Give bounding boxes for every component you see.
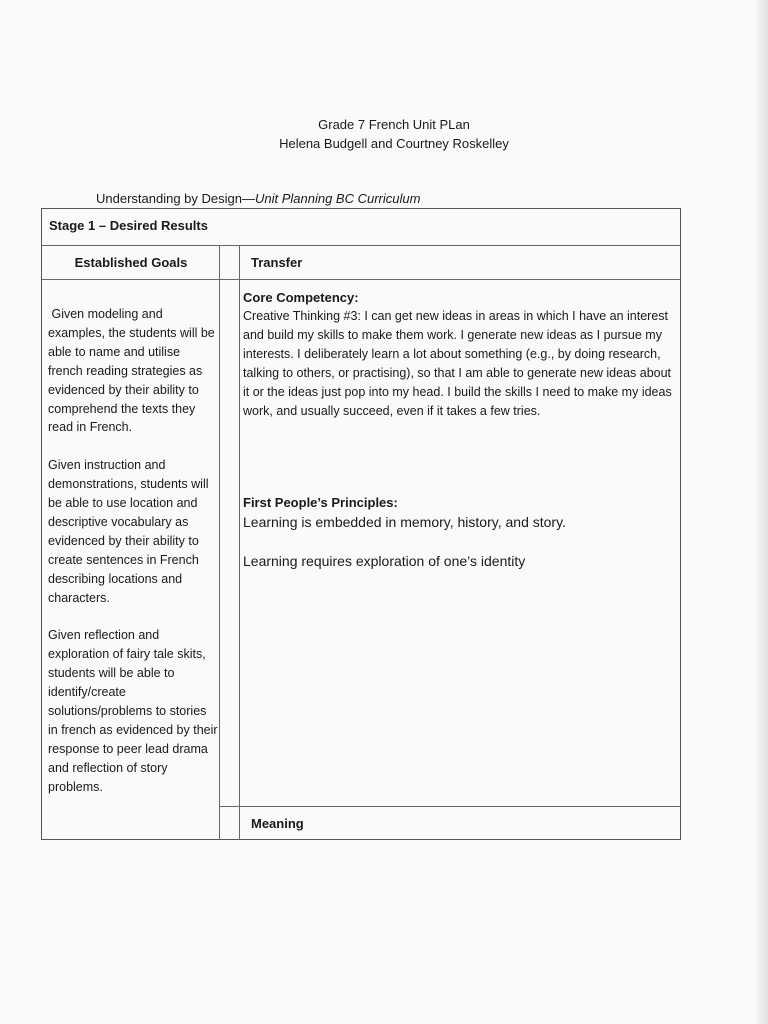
ubd-prefix: Understanding by Design— (96, 191, 255, 206)
transfer-column (243, 288, 673, 421)
row-divider-stage (42, 245, 680, 246)
established-goals-column (48, 305, 218, 815)
principle-memory-history-story: Learning is embedded in memory, history, and story. (243, 514, 566, 530)
first-peoples-principles-heading: First People’s Principles: (243, 495, 398, 510)
goal-paragraph: Given instruction and demonstrations, students will be able to use location and descriptive vocabulary as evidenced by their ability to create sentences in French describing locations and characters. (48, 458, 209, 605)
meaning-header: Meaning (251, 816, 304, 831)
principle-exploration-identity: Learning requires exploration of one’s identity (243, 553, 526, 569)
core-competency-heading: Core Competency: (243, 290, 359, 305)
ubd-subtitle (96, 190, 420, 207)
ubd-italic: Unit Planning BC Curriculum (254, 191, 421, 206)
transfer-header: Transfer (251, 255, 303, 270)
page-edge-shadow (754, 0, 768, 1024)
goal-paragraph: Given reflection and exploration of fairy tale skits, students will be able to identify/create solutions/problems to stories in french as evidenced by their response to peer lead drama and reflection of story problems. (48, 628, 218, 794)
column-divider-left (219, 245, 220, 840)
row-divider-meaning (219, 806, 680, 807)
row-divider-headers (42, 279, 680, 280)
stage-title: Stage 1 – Desired Results (49, 218, 208, 233)
column-divider-right (239, 245, 240, 840)
unit-plan-table (41, 208, 681, 840)
title-block (0, 115, 768, 153)
established-goals-header: Established Goals (74, 255, 188, 270)
goal-paragraph: Given modeling and examples, the students will be able to name and utilise french reading strategies as evidenced by their ability to comprehend the texts they read in French. (48, 307, 219, 435)
core-competency-text: Creative Thinking #3: I can get new ideas in areas in which I have an interest and build my skills to make them work. I generate new ideas as I pursue my interests. I deliberately learn a lot about something (e.g., by doing research, talking to others, or practising), so that I am able to generate new ideas about it or the ideas just pop into my head. I build the skills I need to make my ideas work, and usually succeed, even if it takes a few tries. (243, 309, 672, 418)
document-authors: Helena Budgell and Courtney Roskelley (279, 136, 509, 151)
document-title: Grade 7 French Unit PLan (318, 117, 470, 132)
